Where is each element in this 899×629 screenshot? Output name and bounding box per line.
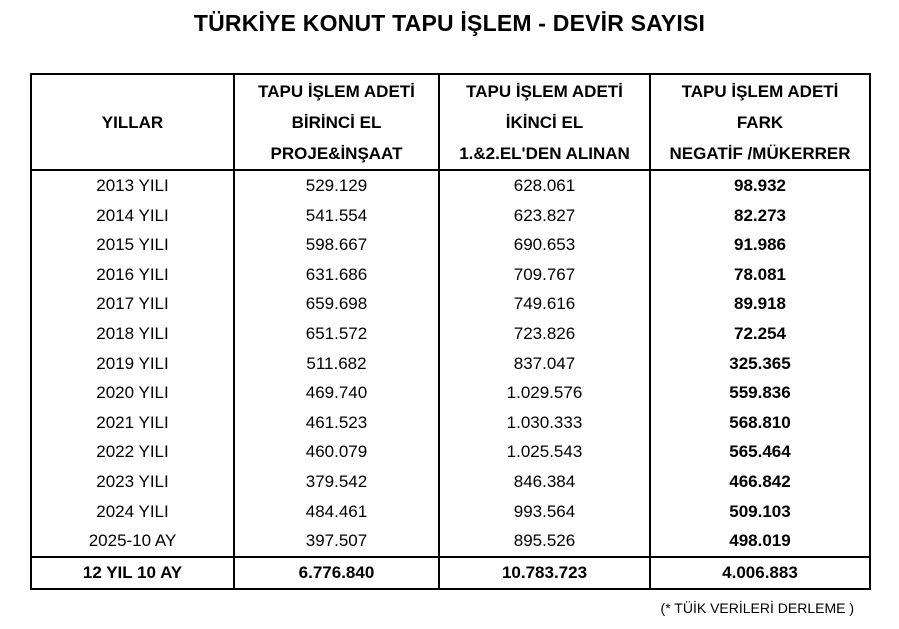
year-cell: 2025-10 AY bbox=[31, 526, 234, 557]
difference-cell: 466.842 bbox=[650, 467, 870, 497]
first-hand-cell: 397.507 bbox=[234, 526, 439, 557]
first-hand-cell: 651.572 bbox=[234, 319, 439, 349]
table-row bbox=[31, 201, 870, 231]
second-hand-cell: 1.030.333 bbox=[439, 408, 650, 438]
table-row bbox=[31, 260, 870, 290]
table-row bbox=[31, 497, 870, 527]
table-row bbox=[31, 319, 870, 349]
year-cell: 2020 YILI bbox=[31, 378, 234, 408]
second-hand-cell: 993.564 bbox=[439, 497, 650, 527]
second-hand-cell: 846.384 bbox=[439, 467, 650, 497]
first-hand-cell: 659.698 bbox=[234, 289, 439, 319]
difference-cell: 91.986 bbox=[650, 230, 870, 260]
second-hand-cell: 837.047 bbox=[439, 349, 650, 379]
tapu-table bbox=[30, 73, 871, 590]
second-hand-cell: 628.061 bbox=[439, 170, 650, 201]
source-footnote: (* TÜİK VERİLERİ DERLEME ) bbox=[660, 600, 854, 616]
table-row bbox=[31, 526, 870, 557]
total-year-cell: 12 YIL 10 AY bbox=[31, 557, 234, 589]
difference-cell: 78.081 bbox=[650, 260, 870, 290]
year-cell: 2019 YILI bbox=[31, 349, 234, 379]
header-line: YILLAR bbox=[101, 112, 164, 132]
difference-cell: 509.103 bbox=[650, 497, 870, 527]
page-title: TÜRKİYE KONUT TAPU İŞLEM - DEVİR SAYISI bbox=[193, 10, 706, 36]
table-row bbox=[31, 349, 870, 379]
table-row bbox=[31, 230, 870, 260]
total-second-hand-cell: 10.783.723 bbox=[439, 557, 650, 589]
difference-cell: 559.836 bbox=[650, 378, 870, 408]
difference-cell: 565.464 bbox=[650, 437, 870, 467]
year-cell: 2016 YILI bbox=[31, 260, 234, 290]
second-hand-cell: 723.826 bbox=[439, 319, 650, 349]
first-hand-cell: 529.129 bbox=[234, 170, 439, 201]
year-cell: 2015 YILI bbox=[31, 230, 234, 260]
difference-cell: 82.273 bbox=[650, 201, 870, 231]
table-row bbox=[31, 378, 870, 408]
header-first-hand bbox=[234, 74, 439, 170]
header-second-hand bbox=[439, 74, 650, 170]
year-cell: 2022 YILI bbox=[31, 437, 234, 467]
second-hand-cell: 709.767 bbox=[439, 260, 650, 290]
second-hand-cell: 895.526 bbox=[439, 526, 650, 557]
second-hand-cell: 623.827 bbox=[439, 201, 650, 231]
year-cell: 2014 YILI bbox=[31, 201, 234, 231]
first-hand-cell: 460.079 bbox=[234, 437, 439, 467]
first-hand-cell: 484.461 bbox=[234, 497, 439, 527]
header-line: 1.&2.EL'DEN ALINAN bbox=[459, 143, 630, 163]
table-row bbox=[31, 467, 870, 497]
header-line: TAPU İŞLEM ADETİ bbox=[466, 81, 623, 101]
year-cell: 2013 YILI bbox=[31, 170, 234, 201]
second-hand-cell: 749.616 bbox=[439, 289, 650, 319]
header-line: İKİNCİ EL bbox=[505, 112, 584, 132]
difference-cell: 98.932 bbox=[650, 170, 870, 201]
second-hand-cell: 690.653 bbox=[439, 230, 650, 260]
year-cell: 2018 YILI bbox=[31, 319, 234, 349]
year-cell: 2023 YILI bbox=[31, 467, 234, 497]
year-cell: 2021 YILI bbox=[31, 408, 234, 438]
difference-cell: 325.365 bbox=[650, 349, 870, 379]
first-hand-cell: 631.686 bbox=[234, 260, 439, 290]
difference-cell: 498.019 bbox=[650, 526, 870, 557]
header-line: FARK bbox=[736, 112, 784, 132]
second-hand-cell: 1.025.543 bbox=[439, 437, 650, 467]
difference-cell: 89.918 bbox=[650, 289, 870, 319]
year-cell: 2024 YILI bbox=[31, 497, 234, 527]
year-cell: 2017 YILI bbox=[31, 289, 234, 319]
first-hand-cell: 598.667 bbox=[234, 230, 439, 260]
first-hand-cell: 379.542 bbox=[234, 467, 439, 497]
header-line: NEGATİF /MÜKERRER bbox=[669, 143, 851, 163]
table-row bbox=[31, 170, 870, 201]
header-line: PROJE&İNŞAAT bbox=[270, 143, 403, 163]
first-hand-cell: 461.523 bbox=[234, 408, 439, 438]
total-difference-cell: 4.006.883 bbox=[650, 557, 870, 589]
header-difference bbox=[650, 74, 870, 170]
table-row bbox=[31, 289, 870, 319]
header-years bbox=[31, 74, 234, 170]
second-hand-cell: 1.029.576 bbox=[439, 378, 650, 408]
first-hand-cell: 511.682 bbox=[234, 349, 439, 379]
header-line: TAPU İŞLEM ADETİ bbox=[681, 81, 839, 101]
table-row bbox=[31, 408, 870, 438]
first-hand-cell: 541.554 bbox=[234, 201, 439, 231]
total-row bbox=[31, 557, 870, 589]
header-row bbox=[31, 74, 870, 170]
difference-cell: 72.254 bbox=[650, 319, 870, 349]
total-first-hand-cell: 6.776.840 bbox=[234, 557, 439, 589]
first-hand-cell: 469.740 bbox=[234, 378, 439, 408]
table-row bbox=[31, 437, 870, 467]
header-line: BİRİNCİ EL bbox=[291, 112, 382, 132]
header-line: TAPU İŞLEM ADETİ bbox=[258, 81, 415, 101]
difference-cell: 568.810 bbox=[650, 408, 870, 438]
